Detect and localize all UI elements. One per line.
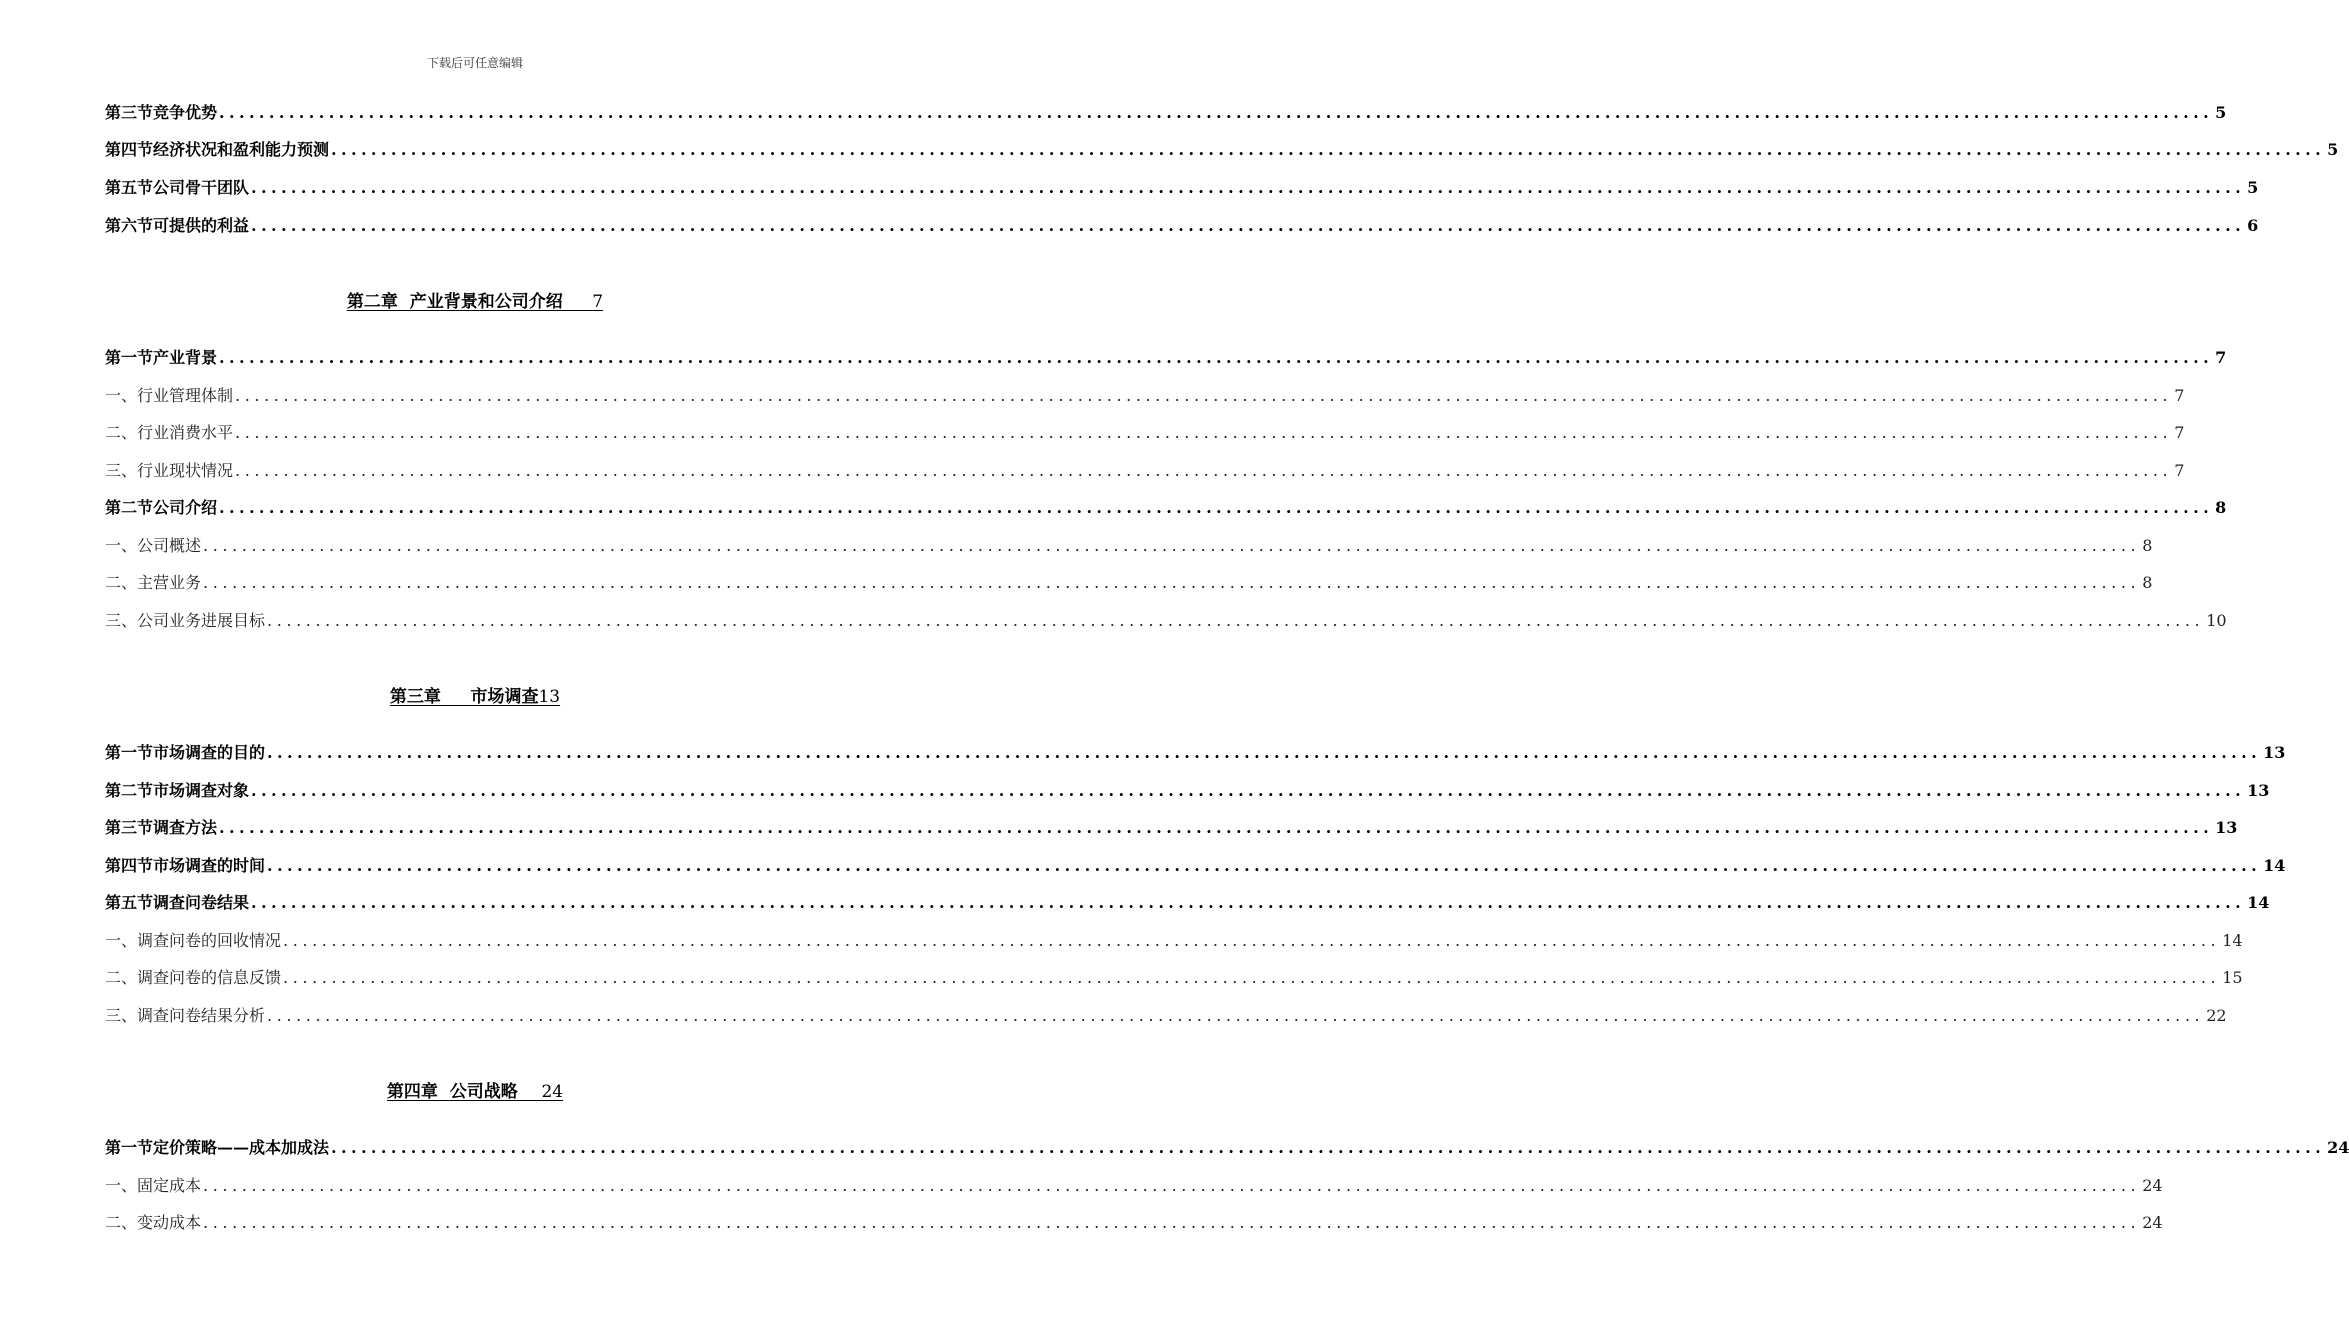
toc-entry-title: 行业现状情况 <box>137 461 234 480</box>
toc-subsection-entry[interactable] <box>105 1173 2163 1197</box>
toc-subsection-entry[interactable] <box>105 965 2243 989</box>
toc-entry-title: 行业管理体制 <box>137 386 234 405</box>
toc-chapter-number: 第二章 <box>346 292 410 312</box>
toc-chapter-page: 13 <box>538 687 561 707</box>
toc-section-entry[interactable] <box>105 1135 2349 1159</box>
toc-entry-page: 7 <box>2215 348 2227 367</box>
toc-entry-page: 8 <box>2142 573 2153 592</box>
toc-entry-page: 24 <box>2327 1138 2349 1157</box>
toc-section-entry[interactable] <box>105 100 2227 124</box>
toc-chapter-heading[interactable] <box>0 290 950 314</box>
toc-entry-number: 第一节 <box>105 348 154 367</box>
toc-dot-leader: ........................................................................................................................................................................................................ <box>331 1138 2326 1157</box>
toc-entry-page: 7 <box>2174 461 2185 480</box>
toc-entry-title: 调查方法 <box>153 818 218 837</box>
toc-entry-page: 8 <box>2142 536 2153 555</box>
toc-entry-number: 一、 <box>105 536 138 555</box>
toc-entry-page: 5 <box>2215 103 2227 122</box>
toc-dot-leader: ........................................................................................................................................................................................................ <box>251 893 2246 912</box>
toc-chapter-number: 第三章 <box>389 687 471 707</box>
toc-dot-leader: ........................................................................................................................................................................................................ <box>203 1176 2141 1195</box>
toc-entry-number: 二、 <box>105 573 138 592</box>
toc-entry-number: 第一节 <box>105 1138 154 1157</box>
toc-entry-number: 二、 <box>105 423 138 442</box>
toc-dot-leader: ........................................................................................................................................................................................................ <box>267 856 2262 875</box>
toc-entry-title: 公司业务进展目标 <box>137 611 266 630</box>
toc-entry-number: 第二节 <box>105 498 154 517</box>
toc-section-entry[interactable] <box>105 137 2339 161</box>
toc-entry-page: 22 <box>2206 1006 2227 1025</box>
toc-dot-leader: ........................................................................................................................................................................................................ <box>203 573 2141 592</box>
toc-dot-leader: ........................................................................................................................................................................................................ <box>267 743 2262 762</box>
toc-entry-number: 第四节 <box>105 140 154 159</box>
toc-chapter-heading[interactable] <box>0 1080 950 1104</box>
toc-entry-number: 三、 <box>105 461 138 480</box>
page-header: 下载后可任意编辑 <box>426 56 523 70</box>
toc-entry-number: 一、 <box>105 1176 138 1195</box>
toc-chapter-title: 市场调查 <box>470 687 539 707</box>
toc-entry-title: 主营业务 <box>137 573 202 592</box>
toc-entry-page: 7 <box>2174 386 2185 405</box>
toc-section-entry[interactable] <box>105 495 2227 519</box>
toc-subsection-entry[interactable] <box>105 383 2185 407</box>
toc-entry-number: 一、 <box>105 386 138 405</box>
toc-chapter-link <box>347 290 603 314</box>
toc-chapter-page: 7 <box>592 292 604 312</box>
toc-entry-number: 第三节 <box>105 818 154 837</box>
toc-entry-number: 二、 <box>105 1213 138 1232</box>
toc-entry-number: 第五节 <box>105 178 154 197</box>
toc-entry-title: 可提供的利益 <box>153 216 250 235</box>
toc-section-entry[interactable] <box>105 778 2270 802</box>
toc-entry-title: 竞争优势 <box>153 103 218 122</box>
toc-subsection-entry[interactable] <box>105 570 2153 594</box>
toc-dot-leader: ........................................................................................................................................................................................................ <box>283 931 2221 950</box>
toc-subsection-entry[interactable] <box>105 928 2243 952</box>
toc-subsection-entry[interactable] <box>105 608 2227 632</box>
toc-chapter-heading[interactable] <box>0 685 950 709</box>
toc-section-entry[interactable] <box>105 740 2286 764</box>
toc-dot-leader: ........................................................................................................................................................................................................ <box>267 611 2205 630</box>
toc-subsection-entry[interactable] <box>105 458 2185 482</box>
toc-entry-number: 第一节 <box>105 743 154 762</box>
toc-section-entry[interactable] <box>105 815 2238 839</box>
toc-entry-page: 24 <box>2142 1213 2163 1232</box>
toc-subsection-entry[interactable] <box>105 420 2185 444</box>
toc-entry-page: 14 <box>2222 931 2243 950</box>
toc-entry-title: 公司介绍 <box>153 498 218 517</box>
toc-subsection-entry[interactable] <box>105 1210 2163 1234</box>
toc-chapter-link <box>387 1080 563 1104</box>
toc-entry-title: 市场调查的时间 <box>153 856 266 875</box>
toc-entry-number: 三、 <box>105 611 138 630</box>
toc-entry-title: 公司骨干团队 <box>153 178 250 197</box>
toc-dot-leader: ........................................................................................................................................................................................................ <box>251 216 2246 235</box>
toc-entry-title: 经济状况和盈利能力预测 <box>153 140 330 159</box>
toc-dot-leader: ........................................................................................................................................................................................................ <box>267 1006 2205 1025</box>
toc-entry-number: 二、 <box>105 968 138 987</box>
toc-entry-title: 市场调查对象 <box>153 781 250 800</box>
toc-section-entry[interactable] <box>105 890 2270 914</box>
toc-chapter-link <box>390 685 560 709</box>
toc-chapter-number: 第四章 <box>386 1082 450 1102</box>
toc-entry-page: 8 <box>2215 498 2227 517</box>
toc-entry-title: 市场调查的目的 <box>153 743 266 762</box>
toc-entry-number: 第六节 <box>105 216 154 235</box>
toc-dot-leader: ........................................................................................................................................................................................................ <box>219 498 2214 517</box>
toc-entry-page: 13 <box>2247 781 2270 800</box>
toc-entry-page: 5 <box>2327 140 2339 159</box>
toc-dot-leader: ........................................................................................................................................................................................................ <box>251 781 2246 800</box>
toc-entry-title: 定价策略——成本加成法 <box>153 1138 330 1157</box>
toc-entry-number: 第二节 <box>105 781 154 800</box>
toc-section-entry[interactable] <box>105 175 2259 199</box>
toc-entry-title: 公司概述 <box>137 536 202 555</box>
toc-section-entry[interactable] <box>105 345 2227 369</box>
toc-entry-number: 三、 <box>105 1006 138 1025</box>
toc-entry-page: 10 <box>2206 611 2227 630</box>
toc-entry-page: 13 <box>2263 743 2286 762</box>
toc-entry-number: 第五节 <box>105 893 154 912</box>
toc-dot-leader: ........................................................................................................................................................................................................ <box>203 536 2141 555</box>
toc-entry-title: 变动成本 <box>137 1213 202 1232</box>
toc-entry-title: 调查问卷的信息反馈 <box>137 968 282 987</box>
toc-dot-leader: ........................................................................................................................................................................................................ <box>203 1213 2141 1232</box>
toc-dot-leader: ........................................................................................................................................................................................................ <box>283 968 2221 987</box>
toc-entry-page: 14 <box>2263 856 2286 875</box>
toc-entry-number: 一、 <box>105 931 138 950</box>
toc-dot-leader: ........................................................................................................................................................................................................ <box>219 348 2214 367</box>
toc-dot-leader: ........................................................................................................................................................................................................ <box>235 386 2173 405</box>
toc-entry-page: 5 <box>2247 178 2259 197</box>
toc-chapter-title: 产业背景和公司介绍 <box>409 292 593 312</box>
toc-entry-page: 6 <box>2247 216 2259 235</box>
toc-dot-leader: ........................................................................................................................................................................................................ <box>219 818 2214 837</box>
toc-chapter-page: 24 <box>541 1082 564 1102</box>
toc-entry-page: 24 <box>2142 1176 2163 1195</box>
toc-dot-leader: ........................................................................................................................................................................................................ <box>235 461 2173 480</box>
toc-entry-number: 第三节 <box>105 103 154 122</box>
toc-entry-title: 固定成本 <box>137 1176 202 1195</box>
toc-section-entry[interactable] <box>105 853 2286 877</box>
toc-entry-title: 调查问卷结果分析 <box>137 1006 266 1025</box>
toc-entry-page: 15 <box>2222 968 2243 987</box>
toc-entry-page: 13 <box>2215 818 2238 837</box>
toc-entry-page: 14 <box>2247 893 2270 912</box>
toc-subsection-entry[interactable] <box>105 533 2153 557</box>
toc-entry-title: 产业背景 <box>153 348 218 367</box>
toc-entry-title: 调查问卷结果 <box>153 893 250 912</box>
toc-dot-leader: ........................................................................................................................................................................................................ <box>235 423 2173 442</box>
toc-chapter-title: 公司战略 <box>449 1082 542 1102</box>
toc-entry-page: 7 <box>2174 423 2185 442</box>
toc-entry-title: 调查问卷的回收情况 <box>137 931 282 950</box>
toc-dot-leader: ........................................................................................................................................................................................................ <box>251 178 2246 197</box>
toc-subsection-entry[interactable] <box>105 1003 2227 1027</box>
toc-section-entry[interactable] <box>105 213 2259 237</box>
toc-entry-number: 第四节 <box>105 856 154 875</box>
toc-entry-title: 行业消费水平 <box>137 423 234 442</box>
toc-dot-leader: ........................................................................................................................................................................................................ <box>331 140 2326 159</box>
toc-dot-leader: ........................................................................................................................................................................................................ <box>219 103 2214 122</box>
